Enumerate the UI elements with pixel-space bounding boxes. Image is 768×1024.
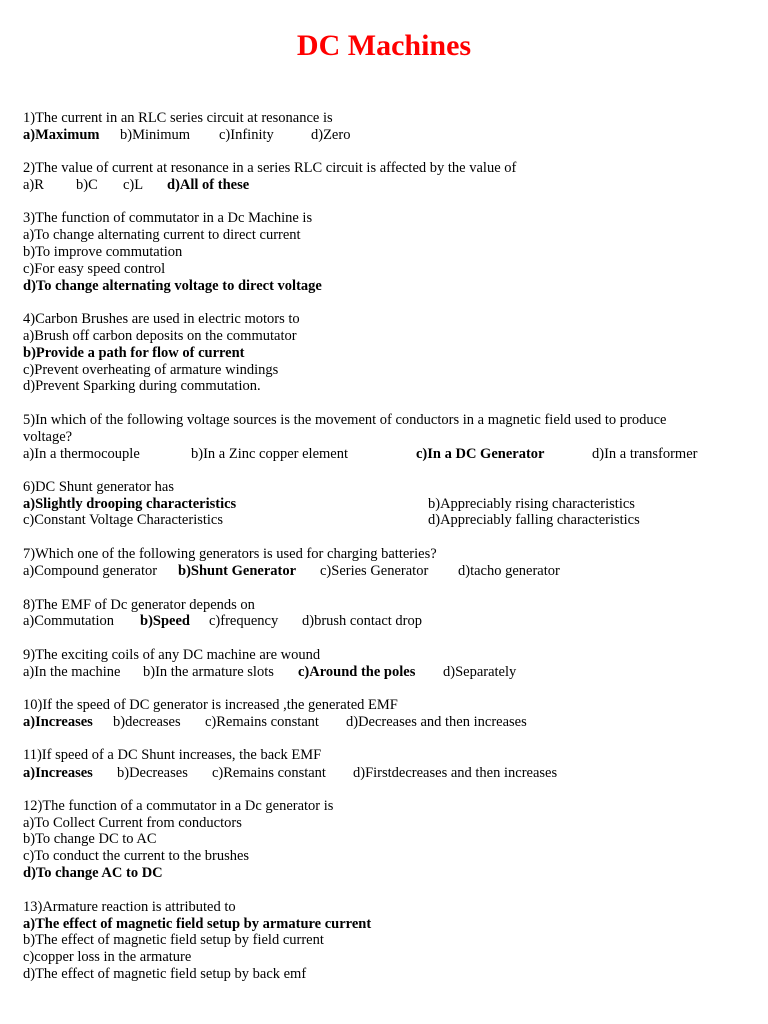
q11-option-c: c)Remains constant <box>212 765 326 781</box>
q8-option-c: c)frequency <box>209 613 279 629</box>
q1-option-b: b)Minimum <box>120 127 191 143</box>
q10-option-d: d)Decreases and then increases <box>346 714 527 730</box>
question-11-options <box>0 765 768 782</box>
q3-option-a: a)To change alternating current to direct current <box>23 227 301 243</box>
question-6-text: 6)DC Shunt generator has <box>23 479 175 495</box>
q5-option-c: c)In a DC Generator <box>416 446 545 462</box>
question-3-text: 3)The function of commutator in a Dc Machine is <box>23 210 313 226</box>
q10-option-c: c)Remains constant <box>205 714 319 730</box>
q8-option-a: a)Commutation <box>23 613 115 629</box>
q9-option-a: a)In the machine <box>23 664 121 680</box>
question-1-text: 1)The current in an RLC series circuit at resonance is <box>23 110 333 126</box>
q3-option-b: b)To improve commutation <box>23 244 183 260</box>
question-1-options <box>0 127 768 144</box>
question-4-text: 4)Carbon Brushes are used in electric motors to <box>23 311 300 327</box>
q2-option-b: b)C <box>76 177 98 193</box>
question-5-options <box>0 446 768 463</box>
q6-option-d: d)Appreciably falling characteristics <box>428 512 640 528</box>
question-7-options <box>0 563 768 580</box>
q4-option-c: c)Prevent overheating of armature windings <box>23 362 279 378</box>
q7-option-b: b)Shunt Generator <box>178 563 297 579</box>
question-6-options-row-2 <box>0 512 768 529</box>
question-5-text: 5)In which of the following voltage sources is the movement of conductors in a magnetic field used to produce <box>23 412 667 428</box>
q2-option-d: d)All of these <box>167 177 250 193</box>
q7-option-a: a)Compound generator <box>23 563 158 579</box>
q12-option-c: c)To conduct the current to the brushes <box>23 848 250 864</box>
q13-option-c: c)copper loss in the armature <box>23 949 192 965</box>
question-8-options <box>0 613 768 630</box>
q13-option-a: a)The effect of magnetic field setup by armature current <box>23 916 372 932</box>
q5-option-b: b)In a Zinc copper element <box>191 446 349 462</box>
q4-option-a: a)Brush off carbon deposits on the commutator <box>23 328 297 344</box>
question-9-text: 9)The exciting coils of any DC machine are wound <box>23 647 321 663</box>
q6-option-c: c)Constant Voltage Characteristics <box>23 512 223 528</box>
q7-option-c: c)Series Generator <box>320 563 429 579</box>
q11-option-d: d)Firstdecreases and then increases <box>353 765 558 781</box>
q6-option-a: a)Slightly drooping characteristics <box>23 496 237 512</box>
question-11-text: 11)If speed of a DC Shunt increases, the back EMF <box>23 747 322 763</box>
q10-option-b: b)decreases <box>113 714 181 730</box>
question-6-options-row-1 <box>0 496 768 513</box>
q3-option-c: c)For easy speed control <box>23 261 166 277</box>
q9-option-d: d)Separately <box>443 664 517 680</box>
question-10-text: 10)If the speed of DC generator is increased ,the generated EMF <box>23 697 398 713</box>
question-13-text: 13)Armature reaction is attributed to <box>23 899 236 915</box>
question-2-text: 2)The value of current at resonance in a series RLC circuit is affected by the value of <box>23 160 517 176</box>
q13-option-b: b)The effect of magnetic field setup by field current <box>23 932 324 948</box>
q12-option-b: b)To change DC to AC <box>23 831 157 847</box>
question-8-text: 8)The EMF of Dc generator depends on <box>23 597 255 613</box>
q7-option-d: d)tacho generator <box>458 563 560 579</box>
q8-option-d: d)brush contact drop <box>302 613 422 629</box>
q13-option-d: d)The effect of magnetic field setup by back emf <box>23 966 307 982</box>
q10-option-a: a)Increases <box>23 714 93 730</box>
question-7-text: 7)Which one of the following generators is used for charging batteries? <box>23 546 437 562</box>
question-12-text: 12)The function of a commutator in a Dc generator is <box>23 798 334 814</box>
q2-option-c: c)L <box>123 177 144 193</box>
q8-option-b: b)Speed <box>140 613 190 629</box>
question-5-text-continued: voltage? <box>23 429 73 445</box>
page-title: DC Machines <box>296 29 472 62</box>
q4-option-d: d)Prevent Sparking during commutation. <box>23 378 261 394</box>
q1-option-c: c)Infinity <box>219 127 274 143</box>
q4-option-b: b)Provide a path for flow of current <box>23 345 245 361</box>
q1-option-a: a)Maximum <box>23 127 100 143</box>
q12-option-a: a)To Collect Current from conductors <box>23 815 242 831</box>
q11-option-b: b)Decreases <box>117 765 188 781</box>
q1-option-d: d)Zero <box>311 127 351 143</box>
question-9-options <box>0 664 768 681</box>
q3-option-d: d)To change alternating voltage to direct voltage <box>23 278 322 294</box>
q9-option-b: b)In the armature slots <box>143 664 274 680</box>
q2-option-a: a)R <box>23 177 44 193</box>
q11-option-a: a)Increases <box>23 765 93 781</box>
q5-option-a: a)In a thermocouple <box>23 446 140 462</box>
q9-option-c: c)Around the poles <box>298 664 416 680</box>
question-10-options <box>0 714 768 731</box>
q12-option-d: d)To change AC to DC <box>23 865 163 881</box>
q5-option-d: d)In a transformer <box>592 446 698 462</box>
question-2-options <box>0 177 768 194</box>
q6-option-b: b)Appreciably rising characteristics <box>428 496 635 512</box>
